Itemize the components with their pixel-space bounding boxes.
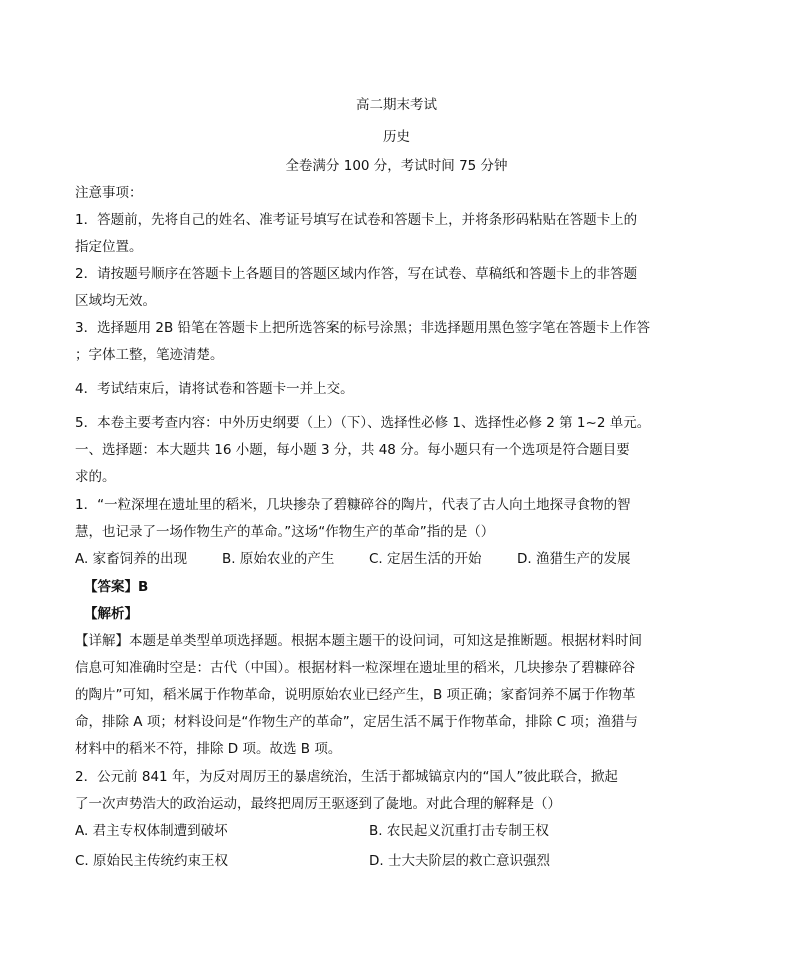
option-d: D. 渔猎生产的发展 (517, 551, 631, 567)
note-line: 指定位置。 (75, 239, 143, 255)
question-stem: 了一次声势浩大的政治运动，最终把周厉王驱逐到了彘地。对此合理的解释是（） (75, 796, 561, 812)
option-a: A. 君主专权体制遭到破坏 (75, 823, 228, 839)
option-c: C. 定居生活的开始 (369, 551, 482, 567)
option-c: C. 原始民主传统约束王权 (75, 853, 229, 869)
note-line: 4．考试结束后，请将试卷和答题卡一并上交。 (75, 381, 354, 397)
question-stem: 2．公元前 841 年，为反对周厉王的暴虐统治，生活于都城镐京内的“国人”彼此联合，掀起 (75, 769, 618, 785)
analysis-line: 的陶片”可知，稻米属于作物革命，说明原始农业已经产生，B 项正确；家畜饲养不属于作物革 (75, 687, 636, 703)
note-line: 5．本卷主要考查内容：中外历史纲要（上）（下）、选择性必修 1、选择性必修 2 第 1~2 单元。 (75, 415, 651, 431)
note-line: ；字体工整，笔迹清楚。 (75, 347, 224, 363)
question-stem: 慧，也记录了一场作物生产的革命。”这场“作物生产的革命”指的是（） (75, 524, 495, 540)
score-time-line: 全卷满分 100 分，考试时间 75 分钟 (285, 158, 508, 174)
note-line: 1．答题前，先将自己的姓名、准考证号填写在试卷和答题卡上，并将条形码粘贴在答题卡上的 (75, 212, 638, 228)
option-a: A. 家畜饲养的出现 (75, 551, 188, 567)
option-b: B. 农民起义沉重打击专制王权 (369, 823, 549, 839)
option-b: B. 原始农业的产生 (222, 551, 335, 567)
subject-name: 历史 (383, 129, 410, 145)
exam-title: 高二期末考试 (356, 97, 437, 113)
option-d: D. 士大夫阶层的救亡意识强烈 (369, 853, 550, 869)
section-heading: 求的。 (75, 469, 116, 485)
question-stem: 1．“一粒深埋在遗址里的稻米，几块掺杂了碧糠碎谷的陶片，代表了古人向土地探寻食物的智 (75, 497, 631, 513)
note-line: 3．选择题用 2B 铅笔在答题卡上把所选答案的标号涂黑；非选择题用黑色签字笔在答题卡上作答 (75, 320, 651, 336)
analysis-label: 【解析】 (84, 606, 138, 622)
analysis-line: 信息可知准确时空是：古代（中国）。根据材料一粒深埋在遗址里的稻米，几块掺杂了碧糠碎谷 (75, 660, 636, 676)
analysis-line: 材料中的稻米不符，排除 D 项。故选 B 项。 (75, 741, 342, 757)
answer-line: 【答案】B (84, 579, 149, 595)
analysis-line: 命，排除 A 项；材料设问是“作物生产的革命”，定居生活不属于作物革命，排除 C 项；渔猎与 (75, 714, 638, 730)
note-line: 2．请按题号顺序在答题卡上各题目的答题区域内作答，写在试卷、草稿纸和答题卡上的非答题 (75, 266, 638, 282)
note-line: 区域均无效。 (75, 293, 156, 309)
analysis-line: 【详解】本题是单类型单项选择题。根据本题主题干的设问词，可知这是推断题。根据材料时间 (75, 633, 642, 649)
section-heading: 一、选择题：本大题共 16 小题，每小题 3 分，共 48 分。每小题只有一个选项是符合题目要 (75, 442, 630, 458)
notes-heading: 注意事项： (75, 185, 143, 201)
